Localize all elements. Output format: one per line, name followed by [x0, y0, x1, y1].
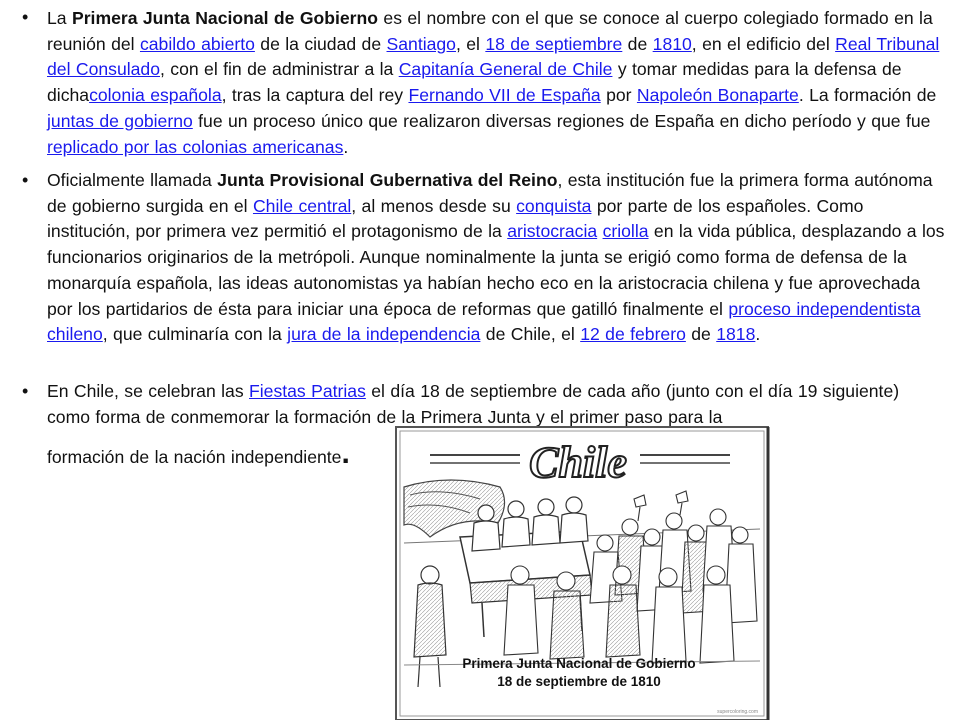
illustration-caption-date: 18 de septiembre de 1810 — [497, 674, 661, 689]
illustration-drawing — [390, 425, 772, 720]
paragraph-primera-junta — [47, 6, 947, 160]
text: de Chile, el — [480, 324, 581, 345]
text: Oficialmente llamada — [47, 170, 218, 190]
bullet-marker: • — [22, 381, 29, 401]
text: . — [343, 136, 349, 157]
link-proceso-independentista[interactable]: proceso independentista chileno — [47, 298, 921, 345]
primera-junta-illustration — [390, 425, 772, 720]
text: formación de la nación independiente — [47, 447, 342, 467]
text: por parte de los españoles. Como institución, por primera vez permitió el protagonismo de la — [47, 195, 864, 242]
link-jura-independencia[interactable]: jura de la independencia — [287, 324, 481, 345]
text: el día 18 de septiembre de cada año (junto con el día 19 siguiente) como forma de conmemorar la formación de la Primera Junta y el primer paso para la — [47, 381, 900, 427]
text: , esta institución fue la primera forma autónoma de gobierno surgida en el — [47, 170, 933, 216]
text: , al menos desde su — [351, 195, 517, 216]
text: , que culminaría con la — [102, 324, 288, 345]
link-18-septiembre[interactable]: 18 de septiembre — [485, 33, 623, 54]
link-capitania-general[interactable]: Capitanía General de Chile — [398, 59, 613, 80]
text: . La formación de — [798, 85, 937, 106]
text: En Chile, se celebran las — [47, 381, 250, 401]
period: . — [341, 437, 350, 470]
bullet-marker: • — [22, 7, 29, 27]
link-juntas-gobierno[interactable]: juntas de gobierno — [47, 110, 193, 131]
paragraph-junta-provisional — [47, 168, 947, 348]
link-colonia-espanola[interactable]: colonia española — [89, 85, 222, 106]
text: y tomar medidas para la defensa de dicha — [47, 59, 902, 106]
text: en la vida pública, desplazando a los funcionarios originarios de la metrópoli. Aunque nominalmente la junta se erigió como forma de defensa de la monarquía española, las ideas autonomistas ya habían hecho eco en la aristocracia chilena y fue aprovechada por los partidarios de ésta para iniciar una época de reformas que gatilló finalmente el — [47, 221, 945, 319]
link-fiestas-patrias[interactable]: Fiestas Patrias — [249, 381, 366, 401]
text: de — [685, 324, 717, 345]
link-cabildo-abierto[interactable]: cabildo abierto — [139, 33, 255, 54]
text: . — [755, 324, 761, 345]
text: , en el edificio del — [691, 33, 836, 54]
illustration-title: Chile — [529, 438, 627, 487]
text: , con el fin de administrar a la — [160, 59, 399, 80]
link-fernando-vii[interactable]: Fernando VII de España — [408, 85, 601, 106]
illustration-footer: supercoloring.com — [717, 709, 758, 715]
link-chile-central[interactable]: Chile central — [252, 195, 352, 216]
text: , el — [455, 33, 486, 54]
text: de la ciudad de — [254, 33, 387, 54]
illustration-caption-title: Primera Junta Nacional de Gobierno — [462, 656, 696, 671]
text: La — [47, 8, 72, 28]
link-aristocracia[interactable]: aristocracia — [507, 221, 598, 242]
text: es el nombre con el que se conoce al cuerpo colegiado formado en la reunión del — [47, 8, 933, 54]
link-1818[interactable]: 1818 — [716, 324, 756, 345]
link-replicado-colonias[interactable]: replicado por las colonias americanas — [47, 136, 344, 157]
link-criolla[interactable]: criolla — [602, 221, 649, 242]
link-santiago[interactable]: Santiago — [386, 33, 456, 54]
link-real-tribunal[interactable]: Real Tribunal del Consulado — [47, 33, 940, 80]
bullet-marker: • — [22, 170, 29, 190]
bold-term: Primera Junta Nacional de Gobierno — [71, 8, 379, 28]
paragraph-fiestas-patrias — [47, 379, 947, 430]
link-1810[interactable]: 1810 — [652, 33, 692, 54]
text: , tras la captura del rey — [221, 85, 409, 106]
bold-term: Junta Provisional Gubernativa del Reino — [217, 170, 558, 190]
text: fue un proceso único que realizaron diversas regiones de España en dicho período y que fue — [192, 110, 931, 131]
text: por — [600, 85, 637, 106]
link-conquista[interactable]: conquista — [516, 195, 592, 216]
link-napoleon[interactable]: Napoleón Bonaparte — [636, 85, 799, 106]
link-12-febrero[interactable]: 12 de febrero — [580, 324, 686, 345]
text: de — [622, 33, 653, 54]
